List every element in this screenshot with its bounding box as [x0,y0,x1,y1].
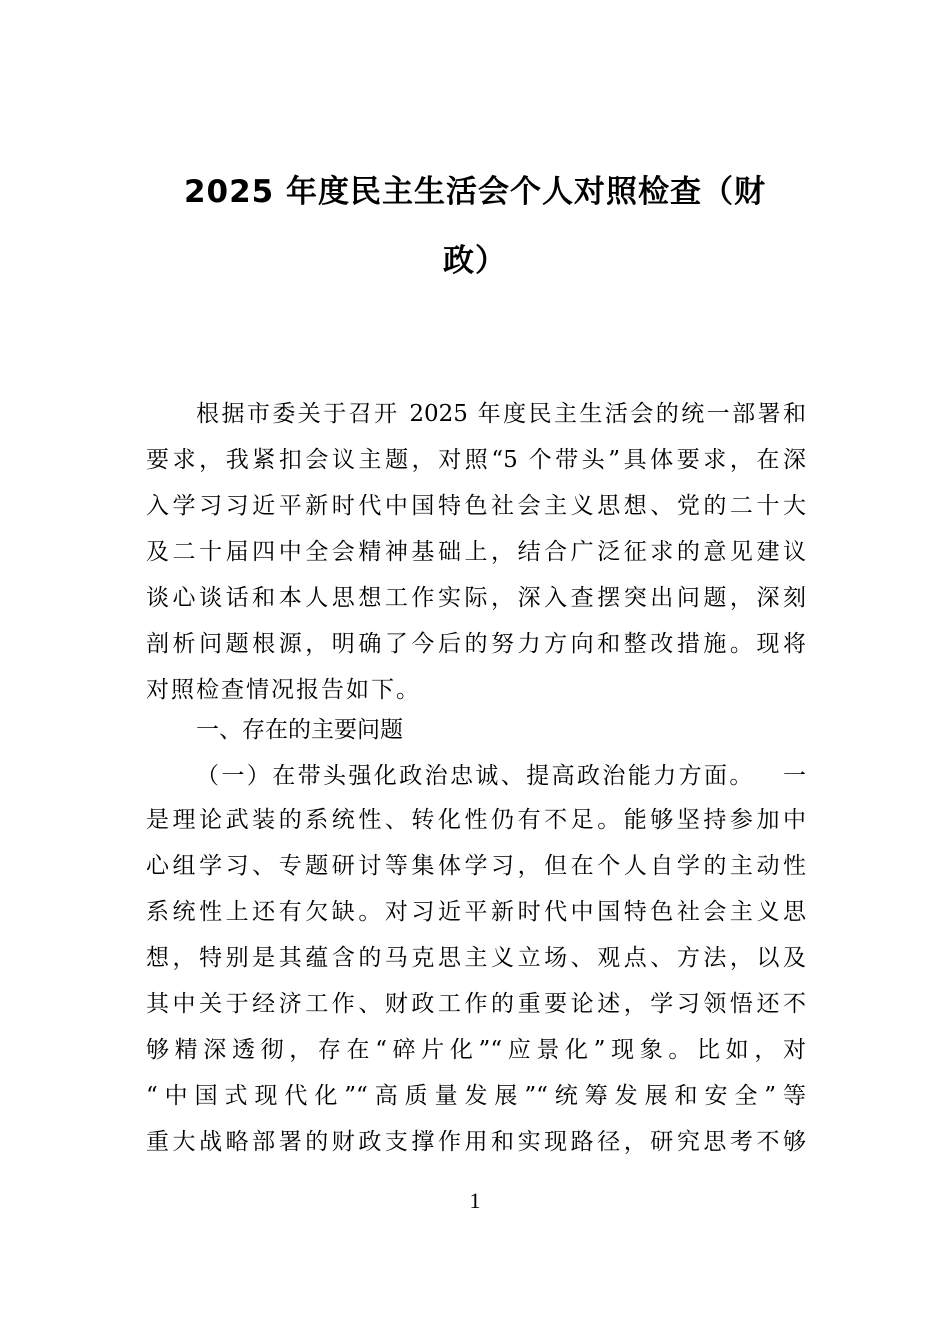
paragraph-line: 心组学习、专题研讨等集体学习，但在个人自学的主动性 [146,853,806,879]
paragraph-line: 够精深透彻，存在“碎片化”“应景化”现象。比如，对 [146,1037,806,1063]
subsection-heading: （一）在带头强化政治忠诚、提高政治能力方面。 [196,763,755,789]
paragraph-line: 是理论武装的系统性、转化性仍有不足。能够坚持参加中 [146,807,806,833]
paragraph-line: 剖析问题根源，明确了今后的努力方向和整改措施。现将 [146,631,806,657]
paragraph-line: 谈心谈话和本人思想工作实际，深入查摆突出问题，深刻 [146,585,806,611]
document-title-line-1: 2025 年度民主生活会个人对照检查（财 [183,174,767,210]
paragraph-line: 根据市委关于召开 2025 年度民主生活会的统一部署和 [196,401,806,427]
page-number: 1 [469,1188,481,1213]
paragraph-line: 及二十届四中全会精神基础上，结合广泛征求的意见建议 [146,539,806,565]
paragraph-line: 系统性上还有欠缺。对习近平新时代中国特色社会主义思 [146,899,806,925]
section-heading: 一、存在的主要问题 [196,717,403,743]
subsection-line [196,760,806,792]
paragraph-line: 重大战略部署的财政支撑作用和实现路径，研究思考不够 [146,1129,806,1155]
paragraph-line: 入学习习近平新时代中国特色社会主义思想、党的二十大 [146,493,806,519]
paragraph-line: 想，特别是其蕴含的马克思主义立场、观点、方法，以及 [146,945,806,971]
paragraph-line: 要求，我紧扣会议主题，对照“5 个带头”具体要求，在深 [146,447,806,473]
paragraph-text: 一 [783,763,806,789]
document-title-line-2: 政） [443,243,507,279]
paragraph-line: 其中关于经济工作、财政工作的重要论述，学习领悟还不 [146,991,806,1017]
paragraph-line: “中国式现代化”“高质量发展”“统筹发展和安全”等 [146,1083,806,1109]
paragraph-line: 对照检查情况报告如下。 [146,677,421,703]
